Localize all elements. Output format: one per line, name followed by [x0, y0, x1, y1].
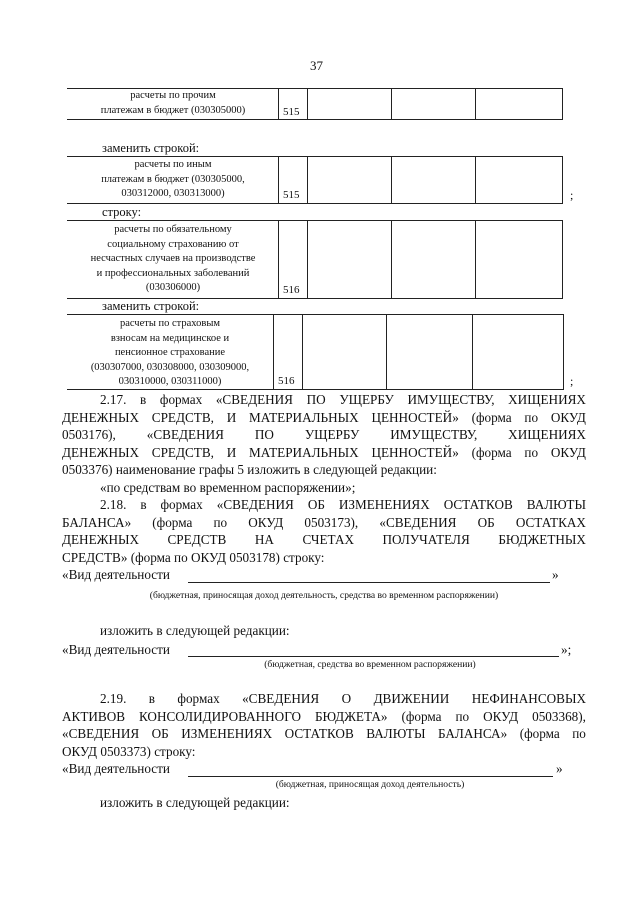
table-cell-text: пенсионное страхование	[114, 347, 226, 358]
paragraph-2-19: 2.19. в формах «СВЕДЕНИЯ О ДВИЖЕНИИ НЕФИНАНСОВЫХ АКТИВОВ КОНСОЛИДИРОВАННОГО БЮДЖЕТА» (форма по ОКУД 0503368), «СВЕДЕНИЯ ОБ ИЗМЕНЕНИЯХ ОСТАТКОВ ВАЛЮТЫ БАЛАНСА» (форма по ОКУД 0503373) строку:	[62, 691, 586, 759]
activity-label: «Вид деятельности	[62, 567, 170, 582]
paragraph-2-17: 2.17. в формах «СВЕДЕНИЯ ПО УЩЕРБУ ИМУЩЕСТВУ, ХИЩЕНИЯХ ДЕНЕЖНЫХ СРЕДСТВ, И МАТЕРИАЛЬНЫХ ЦЕННОСТЕЙ» (форма по ОКУД 0503176), «СВЕДЕНИЯ ПО УЩЕРБУ ИМУЩЕСТВУ, ХИЩЕНИЯХ ДЕНЕЖНЫХ СРЕДСТВ, И МАТЕРИАЛЬНЫХ ЦЕННОСТЕЙ» (форма по ОКУД 0503376) наименование графы 5 изложить в следующей редакции: «по средствам во временном распоряжении»;	[62, 392, 586, 495]
replace-with-label: заменить строкой:	[102, 299, 200, 313]
table-cell-text: расчеты по обязательному	[114, 224, 232, 235]
semicolon: ;	[570, 374, 574, 388]
page-number: 37	[310, 58, 323, 73]
replace-with-label: заменить строкой:	[102, 141, 200, 155]
table-cell-text: и профессиональных заболеваний	[96, 267, 250, 279]
row-code: 515	[283, 106, 300, 118]
table-cell-text: расчеты по иным	[134, 159, 212, 170]
table-cell-text: несчастных случаев на производстве	[90, 253, 256, 264]
row-label: строку:	[102, 205, 142, 219]
paragraph-2-18: 2.18. в формах «СВЕДЕНИЯ ОБ ИЗМЕНЕНИЯХ ОСТАТКОВ ВАЛЮТЫ БАЛАНСА» (форма по ОКУД 0503173), «СВЕДЕНИЯ ОБ ОСТАТКАХ ДЕНЕЖНЫХ СРЕДСТВ НА СЧЕТАХ ПОЛУЧАТЕЛЯ БЮДЖЕТНЫХ СРЕДСТВ» (форма по ОКУД 0503178) строку:	[62, 497, 586, 565]
table-cell-text: 030310000, 030311000)	[118, 376, 222, 387]
table-cell-text: (030306000)	[145, 282, 201, 293]
activity-close: »;	[561, 642, 572, 657]
row-code: 516	[278, 375, 295, 387]
row-code: 516	[283, 284, 300, 296]
activity-note: (бюджетная, приносящая доход деятельность)	[275, 779, 465, 790]
activity-note: (бюджетная, средства во временном распоряжении)	[264, 659, 476, 670]
set-forth-label: изложить в следующей редакции:	[100, 795, 290, 810]
set-forth-label: изложить в следующей редакции:	[100, 623, 290, 638]
activity-close: »	[552, 567, 559, 582]
table-cell-text: платежам в бюджет (030305000)	[100, 104, 246, 116]
table-cell-text: социальному страхованию от	[107, 238, 239, 250]
row-code: 515	[283, 189, 300, 201]
table-cell-text: (030307000, 030308000, 030309000,	[90, 361, 250, 373]
table-cell-text: 030312000, 030313000)	[121, 188, 225, 199]
table-cell-text: расчеты по страховым	[119, 318, 221, 329]
table-cell-text: взносам на медицинское и	[110, 332, 230, 344]
activity-label: «Вид деятельности	[62, 642, 170, 657]
semicolon: ;	[570, 188, 574, 202]
table-cell-text: платежам в бюджет (030305000,	[101, 173, 245, 185]
activity-note: (бюджетная, приносящая доход деятельность, средства во временном распоряжении)	[149, 590, 499, 601]
table-cell-text: расчеты по прочим	[130, 90, 216, 101]
activity-close: »	[556, 761, 563, 776]
activity-label: «Вид деятельности	[62, 761, 170, 776]
